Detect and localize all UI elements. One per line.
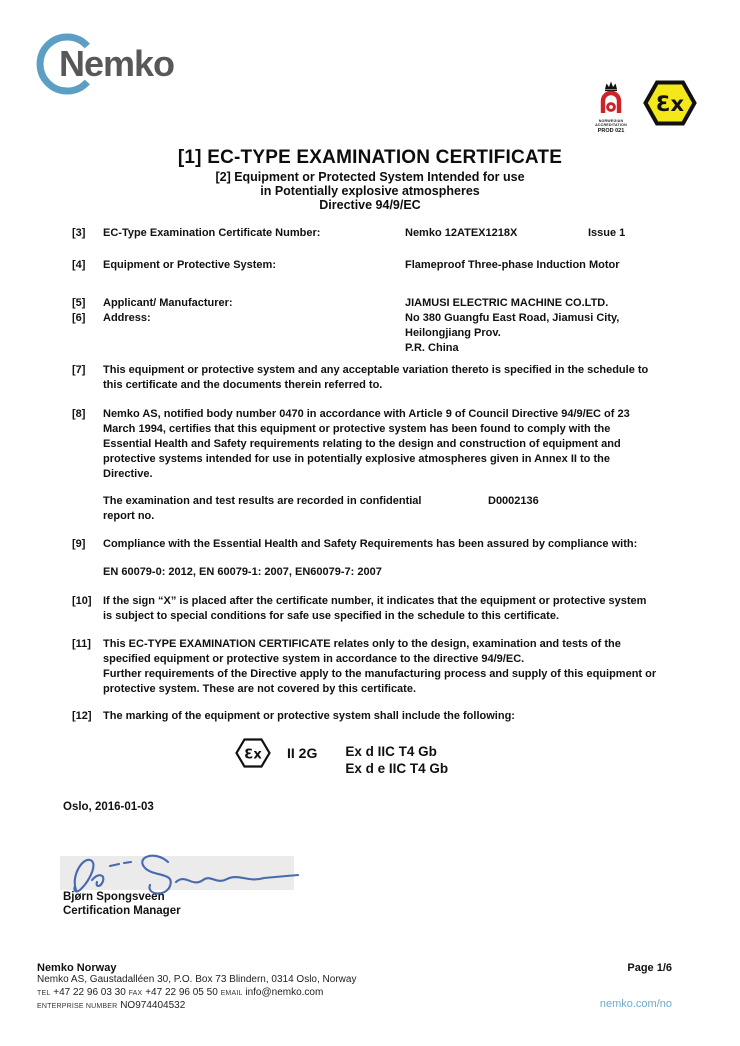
equipment-value: Flameproof Three-phase Induction Motor <box>405 259 620 271</box>
address-line-3: P.R. China <box>405 342 459 354</box>
address-line-2: Heilongjiang Prov. <box>405 327 501 339</box>
certification-badges <box>588 80 697 134</box>
clause-7-text: This equipment or protective system and any acceptable variation thereto is specified in the schedule to this certificate and the documents therein referred to. <box>103 364 649 391</box>
marking-category: II 2G <box>287 745 318 761</box>
tel-number: +47 22 96 03 30 <box>53 986 126 998</box>
clause-number: [7] <box>72 364 86 376</box>
clause-11-text-1: This EC-TYPE EXAMINATION CERTIFICATE relates only to the design, examination and tests of the specified equipment or protective system in accordance to the directive 94/9/EC. <box>103 638 621 665</box>
report-number: D0002136 <box>488 495 539 507</box>
certificate-subtitle-2: in Potentially explosive atmospheres <box>260 184 480 198</box>
place-and-date: Oslo, 2016-01-03 <box>63 801 154 813</box>
marking-ex-hexagon-icon <box>235 738 271 768</box>
certificate-title: [1] EC-TYPE EXAMINATION CERTIFICATE <box>177 147 563 168</box>
title-block <box>0 146 740 212</box>
atex-ex-hexagon-badge <box>643 80 697 126</box>
marking-code-2: Ex d e IIC T4 Gb <box>345 761 449 776</box>
clause-11 <box>72 637 740 697</box>
clause-number: [9] <box>72 538 86 550</box>
nemko-logo <box>33 33 174 95</box>
fax-label: FAX <box>128 989 143 997</box>
field-label: EC-Type Examination Certificate Number: <box>103 227 321 239</box>
footer-page-block <box>600 962 672 1010</box>
field-certificate-number <box>72 226 740 241</box>
field-label: Address: <box>103 312 151 324</box>
clause-10 <box>72 594 740 624</box>
report-line <box>103 494 658 524</box>
fax-number: +47 22 96 05 50 <box>145 986 218 998</box>
accreditation-crown-arch-icon <box>596 80 626 114</box>
footer-company-block <box>37 962 356 1014</box>
issue-number: Issue 1 <box>588 227 626 239</box>
certificate-subtitle-1: [2] Equipment or Protected System Intended for use <box>215 170 525 184</box>
clause-number: [4] <box>72 259 86 271</box>
clause-number: [11] <box>72 638 91 650</box>
footer-company-name: Nemko Norway <box>37 962 117 974</box>
footer-address: Nemko AS, Gaustadalléen 30, P.O. Box 73 Blindern, 0314 Oslo, Norway <box>37 974 357 985</box>
clause-number: [6] <box>72 312 86 324</box>
marking-ex-symbol-text: Ɛx <box>244 747 262 763</box>
clause-8 <box>72 407 740 524</box>
field-applicant <box>72 296 740 311</box>
standards-list: EN 60079-0: 2012, EN 60079-1: 2007, EN60079-7: 2007 <box>103 566 382 578</box>
clause-12 <box>72 709 740 724</box>
footer-contact-line <box>37 987 356 1001</box>
clause-number: [3] <box>72 227 86 239</box>
footer-enterprise-line <box>37 1000 356 1014</box>
atex-ex-symbol-text: Ɛx <box>655 92 685 116</box>
norwegian-accreditation-badge <box>588 80 634 134</box>
field-label: Applicant/ Manufacturer: <box>103 297 233 309</box>
clause-10-text: If the sign “X” is placed after the certificate number, it indicates that the equipment or protective system is subject to special conditions for safe use specified in the schedule to this certificate. <box>103 595 647 622</box>
field-equipment <box>72 258 740 273</box>
signatory-name: Bjørn Spongsveen <box>63 891 165 903</box>
report-text-2: report no. <box>103 510 155 522</box>
signatory-title: Certification Manager <box>63 905 181 917</box>
handwritten-signature <box>58 848 310 898</box>
email-label: EMAIL <box>220 989 243 997</box>
certificate-number-value: Nemko 12ATEX1218X <box>405 227 518 239</box>
clause-number: [12] <box>72 710 92 722</box>
enterprise-number-label: ENTERPRISE NUMBER <box>37 1003 118 1010</box>
accreditation-label-line1: NORWEGIAN <box>598 119 624 123</box>
clause-7 <box>72 363 740 393</box>
clause-number: [10] <box>72 595 92 607</box>
accreditation-label-line2: ACCREDITATION <box>595 123 627 128</box>
certificate-directive: Directive 94/9/EC <box>319 198 421 212</box>
enterprise-number: NO974404532 <box>120 1000 186 1011</box>
email-address: info@nemko.com <box>245 986 324 998</box>
marking-code-1: Ex d IIC T4 Gb <box>345 744 437 759</box>
marking-block <box>235 738 740 777</box>
tel-label: TEL <box>37 989 51 997</box>
applicant-value: JIAMUSI ELECTRIC MACHINE CO.LTD. <box>405 297 609 309</box>
clause-12-text: The marking of the equipment or protective system shall include the following: <box>103 710 515 722</box>
clause-number: [8] <box>72 408 86 420</box>
clause-9-text: Compliance with the Essential Health and Safety Requirements has been assured by compliance with: <box>103 538 638 550</box>
field-label: Equipment or Protective System: <box>103 259 276 271</box>
website-link[interactable]: nemko.com/no <box>599 998 672 1010</box>
clause-number: [5] <box>72 297 86 309</box>
address-line-1: No 380 Guangfu East Road, Jiamusi City, <box>405 312 620 324</box>
accreditation-prod-number: PROD 021 <box>597 128 625 135</box>
clause-11-text-2: Further requirements of the Directive apply to the manufacturing process and supply of this equipment or protective system. These are not covered by this certificate. <box>103 668 657 695</box>
clause-8-text: Nemko AS, notified body number 0470 in accordance with Article 9 of Council Directive 94/9/EC of 23 March 1994, certifies that this equipment or protective system has been found to comply with the Essential Health and Safety requirements relating to the design and construction of equipment and protective systems intended for use in potentially explosive atmospheres given in Annex II to the Directive. <box>103 408 630 480</box>
report-text: The examination and test results are recorded in confidential <box>103 495 422 507</box>
page-number: Page 1/6 <box>627 962 672 974</box>
nemko-logo-text: Nemko <box>59 43 175 84</box>
clause-9 <box>72 537 740 580</box>
field-address <box>72 311 740 356</box>
